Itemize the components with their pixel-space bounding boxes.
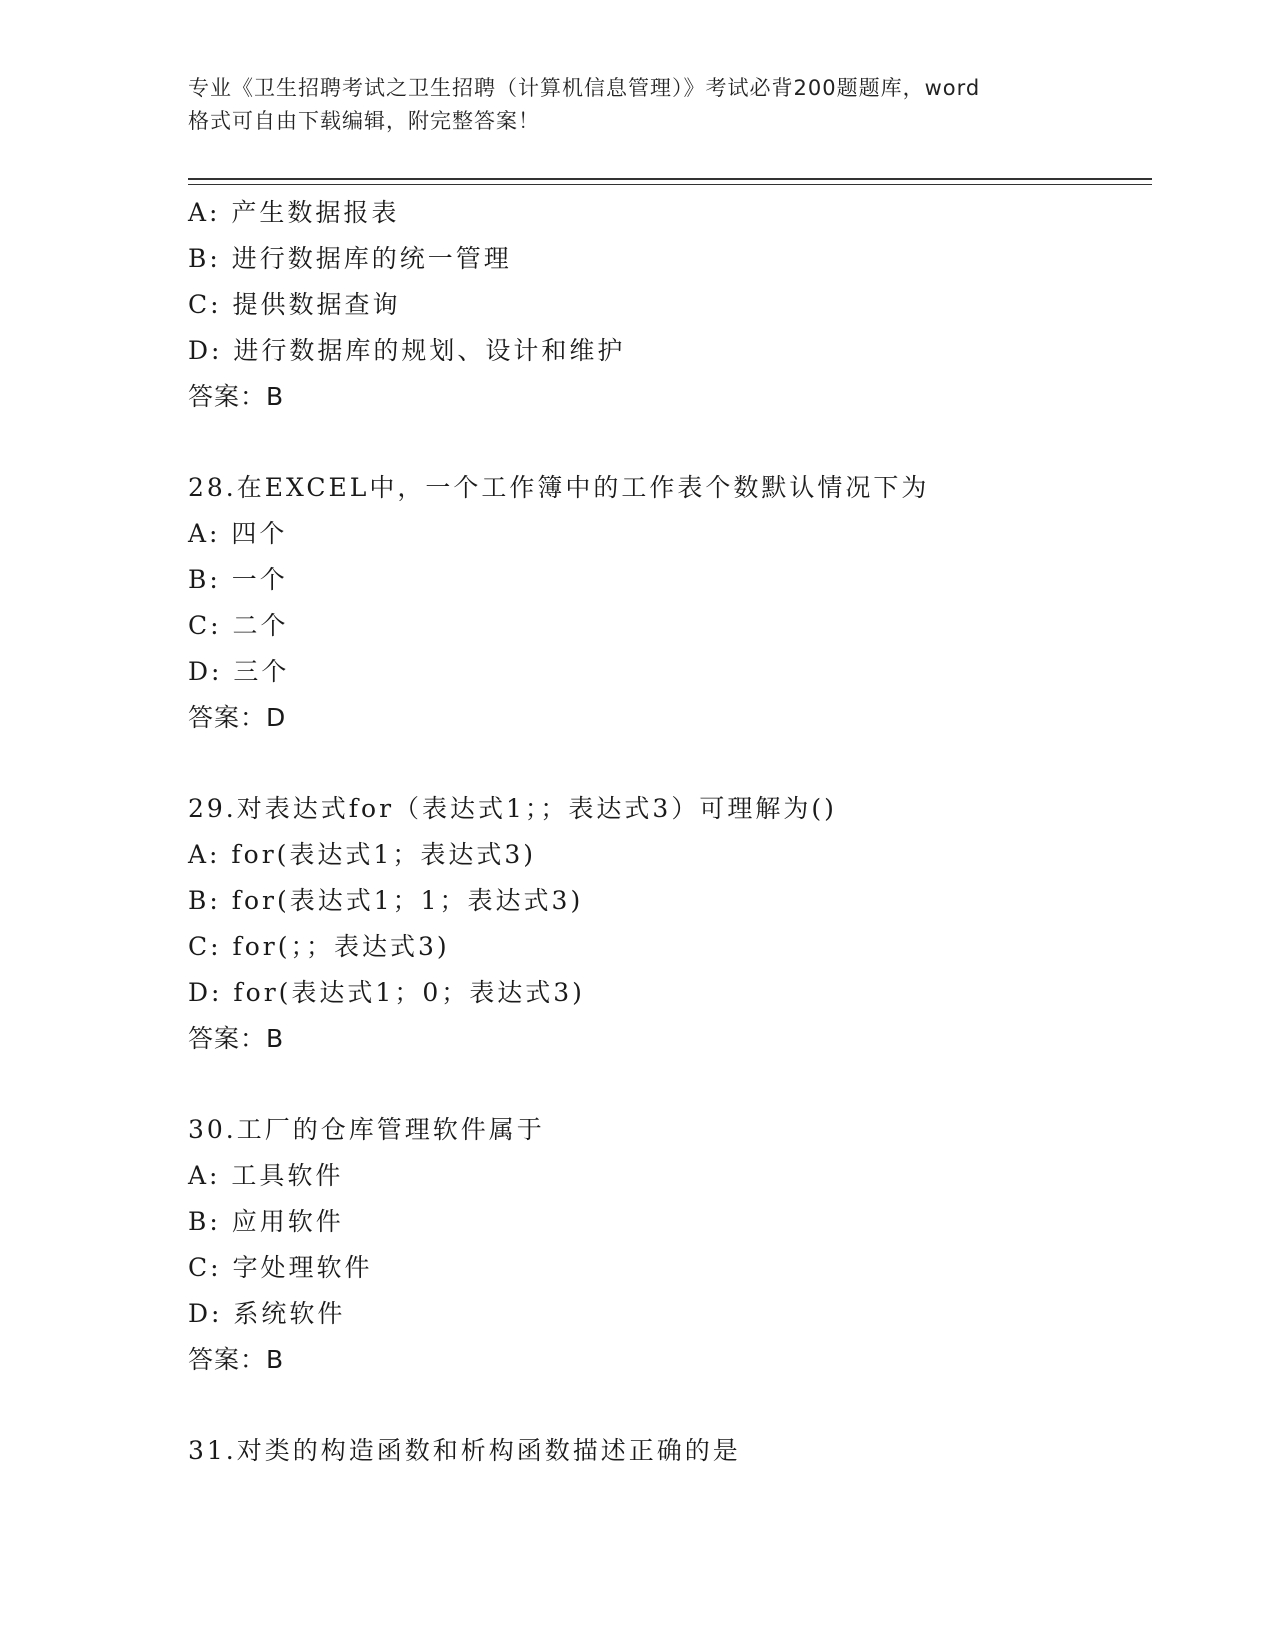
option-a: A: 产生数据报表 [188,198,400,227]
option-a: A: 四个 [188,519,288,548]
option-c: C: 提供数据查询 [188,290,401,319]
option-a: A: for(表达式1；表达式3) [188,840,536,869]
option-c: C: for(；；表达式3) [188,932,450,961]
option-b: B: 一个 [188,565,288,594]
option-d: D: 进行数据库的规划、设计和维护 [188,336,626,365]
header-line-1: 专业《卫生招聘考试之卫生招聘（计算机信息管理）》考试必背200题题库，word [188,76,981,100]
header-divider [188,178,1152,180]
option-d: D: 系统软件 [188,1299,346,1328]
question-title: 28.在EXCEL中，一个工作簿中的工作表个数默认情况下为 [188,473,930,502]
option-b: B: 应用软件 [188,1207,344,1236]
option-a: A: 工具软件 [188,1161,344,1190]
answer-line: 答案：B [188,1345,285,1374]
answer-line: 答案：B [188,382,285,411]
option-b: B: 进行数据库的统一管理 [188,244,512,273]
option-d: D: 三个 [188,657,290,686]
question-title: 29.对表达式for（表达式1；；表达式3）可理解为() [188,794,837,823]
answer-line: 答案：B [188,1024,285,1053]
answer-line: 答案：D [188,703,287,732]
question-block-30 [188,1107,1148,1383]
option-c: C: 二个 [188,611,289,640]
question-block-29 [188,786,1148,1062]
option-d: D: for(表达式1；0；表达式3) [188,978,585,1007]
option-c: C: 字处理软件 [188,1253,373,1282]
question-title: 31.对类的构造函数和析构函数描述正确的是 [188,1436,741,1465]
header-divider-thin [188,184,1152,185]
question-block-31 [188,1428,1148,1474]
question-list [188,190,1148,1474]
option-b: B: for(表达式1；1；表达式3) [188,886,584,915]
question-block-28 [188,465,1148,741]
document-header [188,72,1088,138]
question-title: 30.工厂的仓库管理软件属于 [188,1115,545,1144]
question-block-prev [188,190,1148,420]
header-line-2: 格式可自由下载编辑，附完整答案！ [188,109,540,133]
